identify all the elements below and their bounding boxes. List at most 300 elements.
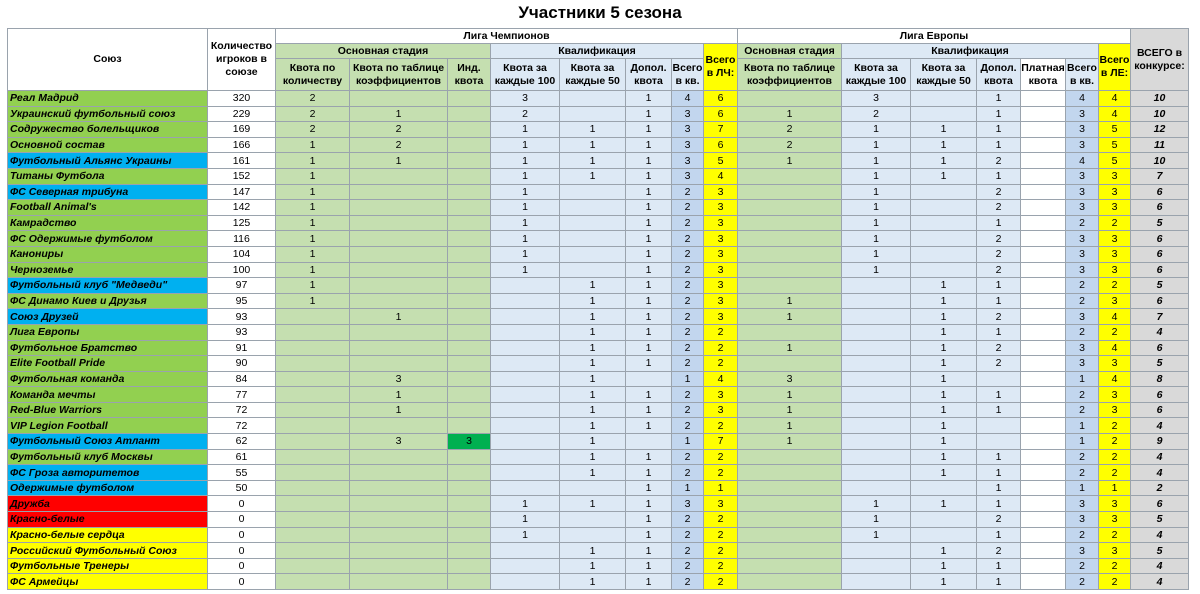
cl-ind-quota-cell	[448, 324, 491, 340]
table-row	[8, 371, 1189, 387]
cl-extra-quota-cell: 1	[626, 512, 672, 528]
cl-extra-quota-cell: 1	[626, 262, 672, 278]
el-quota-by-table-cell: 3	[738, 371, 842, 387]
cl-quota-by-count-cell	[276, 340, 350, 356]
el-total-q-cell: 1	[1066, 371, 1099, 387]
cl-quota-by-table-cell: 1	[350, 387, 448, 403]
el-quota-by-table-cell	[738, 356, 842, 372]
table-row	[8, 246, 1189, 262]
grand-total-cell: 8	[1131, 371, 1189, 387]
cl-ind-quota-cell	[448, 527, 491, 543]
header-total-el: Всего в ЛЕ:	[1099, 44, 1131, 91]
el-total-q-cell: 2	[1066, 278, 1099, 294]
el-extra-quota-cell: 1	[977, 168, 1021, 184]
el-paid-quota-cell	[1021, 91, 1066, 107]
el-quota-per-50-cell: 1	[911, 309, 977, 325]
cl-quota-by-table-cell	[350, 215, 448, 231]
cl-total-cell: 2	[704, 465, 738, 481]
el-extra-quota-cell: 1	[977, 465, 1021, 481]
cl-quota-by-count-cell: 1	[276, 137, 350, 153]
cl-quota-by-count-cell: 1	[276, 184, 350, 200]
cl-quota-by-table-cell	[350, 324, 448, 340]
el-total-cell: 4	[1099, 340, 1131, 356]
table-row	[8, 293, 1189, 309]
header-cl-quota-by-table: Квота по таблице коэффициентов	[350, 59, 448, 91]
cl-quota-by-count-cell	[276, 496, 350, 512]
cl-quota-by-count-cell: 2	[276, 122, 350, 138]
el-quota-per-100-cell	[842, 402, 911, 418]
el-paid-quota-cell	[1021, 418, 1066, 434]
grand-total-cell: 6	[1131, 293, 1189, 309]
el-total-q-cell: 2	[1066, 574, 1099, 590]
players-count: 0	[208, 496, 276, 512]
union-name: Украинский футбольный союз	[8, 106, 208, 122]
players-count: 77	[208, 387, 276, 403]
el-paid-quota-cell	[1021, 137, 1066, 153]
el-quota-per-50-cell: 1	[911, 496, 977, 512]
cl-quota-per-100-cell	[491, 434, 560, 450]
table-row	[8, 434, 1189, 450]
el-paid-quota-cell	[1021, 122, 1066, 138]
el-total-cell: 3	[1099, 246, 1131, 262]
cl-quota-per-100-cell	[491, 387, 560, 403]
cl-total-q-cell: 3	[672, 137, 704, 153]
cl-quota-per-50-cell: 1	[560, 122, 626, 138]
cl-quota-by-count-cell	[276, 418, 350, 434]
cl-extra-quota-cell: 1	[626, 106, 672, 122]
cl-ind-quota-cell	[448, 574, 491, 590]
el-extra-quota-cell: 2	[977, 153, 1021, 169]
cl-quota-per-50-cell: 1	[560, 356, 626, 372]
grand-total-cell: 6	[1131, 262, 1189, 278]
cl-quota-per-100-cell	[491, 480, 560, 496]
players-count: 0	[208, 512, 276, 528]
cl-total-q-cell: 2	[672, 309, 704, 325]
cl-quota-per-50-cell: 1	[560, 558, 626, 574]
el-quota-by-table-cell: 1	[738, 293, 842, 309]
el-quota-by-table-cell	[738, 231, 842, 247]
cl-ind-quota-cell	[448, 418, 491, 434]
table-row	[8, 231, 1189, 247]
table-row	[8, 278, 1189, 294]
el-quota-per-100-cell: 1	[842, 527, 911, 543]
cl-quota-per-100-cell	[491, 356, 560, 372]
table-row	[8, 200, 1189, 216]
el-quota-per-100-cell: 1	[842, 496, 911, 512]
header-total-cl: Всего в ЛЧ:	[704, 44, 738, 91]
el-quota-by-table-cell	[738, 465, 842, 481]
players-count: 0	[208, 574, 276, 590]
el-quota-per-100-cell: 3	[842, 91, 911, 107]
el-quota-by-table-cell: 2	[738, 137, 842, 153]
cl-total-q-cell: 2	[672, 200, 704, 216]
cl-total-q-cell: 2	[672, 231, 704, 247]
el-quota-by-table-cell: 1	[738, 106, 842, 122]
grand-total-cell: 10	[1131, 91, 1189, 107]
players-count: 95	[208, 293, 276, 309]
cl-total-cell: 3	[704, 387, 738, 403]
cl-total-cell: 4	[704, 371, 738, 387]
el-quota-per-50-cell: 1	[911, 324, 977, 340]
cl-quota-by-count-cell: 1	[276, 262, 350, 278]
cl-quota-by-table-cell	[350, 527, 448, 543]
cl-quota-by-table-cell	[350, 91, 448, 107]
cl-extra-quota-cell: 1	[626, 543, 672, 559]
cl-quota-per-50-cell: 1	[560, 340, 626, 356]
el-quota-per-50-cell: 1	[911, 153, 977, 169]
el-total-q-cell: 2	[1066, 527, 1099, 543]
cl-quota-per-100-cell: 1	[491, 184, 560, 200]
header-cl-quota-by-count: Квота по количеству	[276, 59, 350, 91]
cl-quota-per-50-cell	[560, 200, 626, 216]
el-extra-quota-cell: 1	[977, 449, 1021, 465]
el-quota-per-100-cell	[842, 543, 911, 559]
el-quota-per-100-cell	[842, 324, 911, 340]
el-extra-quota-cell: 1	[977, 278, 1021, 294]
el-total-q-cell: 3	[1066, 543, 1099, 559]
el-quota-per-50-cell: 1	[911, 465, 977, 481]
el-quota-per-50-cell: 1	[911, 122, 977, 138]
el-total-cell: 3	[1099, 402, 1131, 418]
el-paid-quota-cell	[1021, 434, 1066, 450]
table-header	[8, 29, 1189, 91]
cl-quota-by-table-cell: 1	[350, 153, 448, 169]
cl-ind-quota-cell	[448, 184, 491, 200]
cl-ind-quota-cell	[448, 137, 491, 153]
players-count: 100	[208, 262, 276, 278]
cl-quota-per-100-cell: 1	[491, 168, 560, 184]
cl-total-cell: 3	[704, 402, 738, 418]
cl-quota-per-50-cell: 1	[560, 434, 626, 450]
el-paid-quota-cell	[1021, 246, 1066, 262]
cl-extra-quota-cell: 1	[626, 449, 672, 465]
cl-quota-per-50-cell: 1	[560, 496, 626, 512]
el-total-cell: 3	[1099, 543, 1131, 559]
cl-quota-per-100-cell: 1	[491, 246, 560, 262]
cl-quota-per-100-cell	[491, 543, 560, 559]
players-count: 229	[208, 106, 276, 122]
cl-total-q-cell: 2	[672, 293, 704, 309]
cl-extra-quota-cell: 1	[626, 137, 672, 153]
cl-quota-by-count-cell	[276, 371, 350, 387]
union-name: ФС Армейцы	[8, 574, 208, 590]
cl-ind-quota-cell: 3	[448, 434, 491, 450]
header-players: Количество игроков в союзе	[208, 29, 276, 91]
el-quota-by-table-cell: 1	[738, 340, 842, 356]
union-name: Содружество болельщиков	[8, 122, 208, 138]
cl-quota-per-100-cell: 1	[491, 122, 560, 138]
cl-quota-by-table-cell	[350, 496, 448, 512]
players-count: 0	[208, 543, 276, 559]
cl-quota-per-100-cell: 1	[491, 200, 560, 216]
cl-quota-per-100-cell: 1	[491, 262, 560, 278]
cl-total-cell: 5	[704, 153, 738, 169]
el-total-q-cell: 3	[1066, 200, 1099, 216]
cl-extra-quota-cell	[626, 371, 672, 387]
el-quota-by-table-cell: 1	[738, 387, 842, 403]
cl-ind-quota-cell	[448, 153, 491, 169]
el-quota-per-100-cell: 1	[842, 153, 911, 169]
el-quota-per-100-cell	[842, 574, 911, 590]
el-paid-quota-cell	[1021, 543, 1066, 559]
cl-total-q-cell: 2	[672, 340, 704, 356]
cl-quota-per-50-cell: 1	[560, 402, 626, 418]
cl-ind-quota-cell	[448, 278, 491, 294]
el-quota-per-100-cell: 1	[842, 215, 911, 231]
el-quota-by-table-cell: 1	[738, 402, 842, 418]
cl-extra-quota-cell: 1	[626, 574, 672, 590]
cl-extra-quota-cell: 1	[626, 387, 672, 403]
el-paid-quota-cell	[1021, 527, 1066, 543]
union-name: Футбольный Союз Атлант	[8, 434, 208, 450]
table-row	[8, 106, 1189, 122]
union-name: Титаны Футбола	[8, 168, 208, 184]
table-body	[8, 91, 1189, 590]
el-paid-quota-cell	[1021, 262, 1066, 278]
el-total-cell: 2	[1099, 558, 1131, 574]
union-name: Одержимые футболом	[8, 480, 208, 496]
grand-total-cell: 4	[1131, 527, 1189, 543]
cl-quota-by-table-cell	[350, 168, 448, 184]
grand-total-cell: 6	[1131, 496, 1189, 512]
players-count: 116	[208, 231, 276, 247]
union-name: Российский Футбольный Союз	[8, 543, 208, 559]
cl-quota-by-table-cell: 1	[350, 106, 448, 122]
el-total-cell: 2	[1099, 465, 1131, 481]
el-total-cell: 3	[1099, 231, 1131, 247]
cl-total-cell: 3	[704, 262, 738, 278]
cl-quota-per-50-cell	[560, 91, 626, 107]
header-cl-extra-quota: Допол. квота	[626, 59, 672, 91]
cl-quota-by-table-cell	[350, 278, 448, 294]
cl-quota-by-table-cell: 2	[350, 122, 448, 138]
union-name: Футбольный Альянс Украины	[8, 153, 208, 169]
el-quota-by-table-cell: 1	[738, 153, 842, 169]
union-name: Лига Европы	[8, 324, 208, 340]
union-name: ФС Динамо Киев и Друзья	[8, 293, 208, 309]
el-extra-quota-cell: 1	[977, 137, 1021, 153]
cl-total-cell: 3	[704, 184, 738, 200]
el-quota-per-50-cell: 1	[911, 449, 977, 465]
cl-ind-quota-cell	[448, 106, 491, 122]
cl-extra-quota-cell: 1	[626, 309, 672, 325]
cl-extra-quota-cell: 1	[626, 465, 672, 481]
el-quota-by-table-cell	[738, 480, 842, 496]
cl-total-cell: 3	[704, 200, 738, 216]
cl-quota-per-50-cell	[560, 262, 626, 278]
cl-quota-per-50-cell	[560, 480, 626, 496]
grand-total-cell: 4	[1131, 465, 1189, 481]
el-paid-quota-cell	[1021, 558, 1066, 574]
header-union: Союз	[8, 29, 208, 91]
cl-extra-quota-cell: 1	[626, 278, 672, 294]
el-quota-by-table-cell	[738, 215, 842, 231]
cl-quota-per-100-cell	[491, 465, 560, 481]
el-quota-per-100-cell	[842, 293, 911, 309]
el-quota-per-100-cell	[842, 434, 911, 450]
cl-total-cell: 4	[704, 168, 738, 184]
table-row	[8, 449, 1189, 465]
cl-total-cell: 2	[704, 340, 738, 356]
el-extra-quota-cell: 1	[977, 91, 1021, 107]
grand-total-cell: 5	[1131, 543, 1189, 559]
cl-quota-by-table-cell: 1	[350, 402, 448, 418]
el-total-q-cell: 1	[1066, 418, 1099, 434]
el-total-cell: 2	[1099, 434, 1131, 450]
el-quota-per-50-cell	[911, 262, 977, 278]
table-row	[8, 465, 1189, 481]
union-name: Футбольный клуб Москвы	[8, 449, 208, 465]
cl-quota-by-table-cell	[350, 512, 448, 528]
el-extra-quota-cell: 2	[977, 200, 1021, 216]
table-row	[8, 122, 1189, 138]
el-extra-quota-cell: 1	[977, 106, 1021, 122]
table-row	[8, 356, 1189, 372]
grand-total-cell: 7	[1131, 168, 1189, 184]
el-total-q-cell: 2	[1066, 324, 1099, 340]
cl-quota-by-count-cell	[276, 465, 350, 481]
el-extra-quota-cell	[977, 418, 1021, 434]
cl-quota-by-count-cell	[276, 309, 350, 325]
grand-total-cell: 6	[1131, 184, 1189, 200]
el-total-q-cell: 2	[1066, 449, 1099, 465]
el-total-q-cell: 3	[1066, 106, 1099, 122]
cl-total-q-cell: 1	[672, 480, 704, 496]
cl-quota-by-count-cell	[276, 527, 350, 543]
el-quota-per-100-cell: 1	[842, 512, 911, 528]
header-europa-league: Лига Европы	[738, 29, 1131, 44]
union-name: Футбольное Братство	[8, 340, 208, 356]
el-quota-by-table-cell	[738, 512, 842, 528]
cl-total-cell: 2	[704, 449, 738, 465]
cl-total-q-cell: 1	[672, 371, 704, 387]
el-total-q-cell: 3	[1066, 340, 1099, 356]
el-quota-by-table-cell	[738, 449, 842, 465]
el-quota-per-50-cell: 1	[911, 293, 977, 309]
union-name: Основной состав	[8, 137, 208, 153]
grand-total-cell: 7	[1131, 309, 1189, 325]
cl-quota-per-50-cell: 1	[560, 324, 626, 340]
cl-total-q-cell: 3	[672, 168, 704, 184]
el-total-cell: 3	[1099, 496, 1131, 512]
cl-quota-per-100-cell	[491, 558, 560, 574]
el-quota-per-50-cell	[911, 91, 977, 107]
cl-quota-by-table-cell	[350, 356, 448, 372]
cl-quota-by-count-cell: 1	[276, 278, 350, 294]
players-count: 0	[208, 558, 276, 574]
cl-total-q-cell: 2	[672, 558, 704, 574]
cl-quota-per-50-cell	[560, 512, 626, 528]
el-total-cell: 2	[1099, 324, 1131, 340]
cl-quota-per-100-cell	[491, 449, 560, 465]
cl-extra-quota-cell: 1	[626, 480, 672, 496]
el-extra-quota-cell: 1	[977, 387, 1021, 403]
el-total-q-cell: 3	[1066, 246, 1099, 262]
cl-quota-per-100-cell: 1	[491, 496, 560, 512]
cl-extra-quota-cell: 1	[626, 122, 672, 138]
cl-quota-by-table-cell: 3	[350, 371, 448, 387]
cl-total-cell: 6	[704, 91, 738, 107]
el-paid-quota-cell	[1021, 449, 1066, 465]
cl-quota-per-50-cell: 1	[560, 153, 626, 169]
el-quota-per-100-cell	[842, 371, 911, 387]
el-total-q-cell: 3	[1066, 184, 1099, 200]
el-extra-quota-cell: 1	[977, 527, 1021, 543]
el-total-q-cell: 3	[1066, 496, 1099, 512]
el-quota-per-100-cell: 1	[842, 184, 911, 200]
el-quota-per-100-cell	[842, 558, 911, 574]
el-quota-by-table-cell	[738, 324, 842, 340]
header-cl-main-stage: Основная стадия	[276, 44, 491, 59]
cl-quota-per-100-cell	[491, 324, 560, 340]
union-name: Красно-белые сердца	[8, 527, 208, 543]
el-paid-quota-cell	[1021, 293, 1066, 309]
el-quota-by-table-cell: 1	[738, 434, 842, 450]
el-quota-per-100-cell	[842, 356, 911, 372]
cl-total-q-cell: 2	[672, 262, 704, 278]
cl-extra-quota-cell: 1	[626, 340, 672, 356]
cl-quota-per-50-cell: 1	[560, 137, 626, 153]
cl-quota-per-50-cell: 1	[560, 278, 626, 294]
table-row	[8, 184, 1189, 200]
cl-ind-quota-cell	[448, 168, 491, 184]
cl-extra-quota-cell: 1	[626, 184, 672, 200]
el-quota-per-100-cell	[842, 340, 911, 356]
el-total-cell: 5	[1099, 137, 1131, 153]
cl-quota-per-100-cell	[491, 418, 560, 434]
el-quota-per-100-cell: 1	[842, 137, 911, 153]
cl-quota-by-table-cell	[350, 465, 448, 481]
header-cl-qualification: Квалификация	[491, 44, 704, 59]
cl-total-q-cell: 3	[672, 153, 704, 169]
cl-quota-by-count-cell	[276, 480, 350, 496]
players-count: 166	[208, 137, 276, 153]
el-total-q-cell: 1	[1066, 480, 1099, 496]
cl-quota-per-50-cell	[560, 527, 626, 543]
el-quota-per-50-cell: 1	[911, 168, 977, 184]
el-paid-quota-cell	[1021, 231, 1066, 247]
cl-total-cell: 3	[704, 246, 738, 262]
cl-quota-by-count-cell: 2	[276, 106, 350, 122]
cl-ind-quota-cell	[448, 122, 491, 138]
players-count: 0	[208, 527, 276, 543]
el-extra-quota-cell: 2	[977, 340, 1021, 356]
union-name: Elite Football Pride	[8, 356, 208, 372]
union-name: Союз Друзей	[8, 309, 208, 325]
el-extra-quota-cell: 2	[977, 184, 1021, 200]
cl-total-q-cell: 2	[672, 574, 704, 590]
cl-total-q-cell: 2	[672, 356, 704, 372]
players-count: 147	[208, 184, 276, 200]
el-paid-quota-cell	[1021, 168, 1066, 184]
players-count: 125	[208, 215, 276, 231]
el-quota-per-100-cell	[842, 309, 911, 325]
union-name: Канониры	[8, 246, 208, 262]
el-paid-quota-cell	[1021, 387, 1066, 403]
players-count: 55	[208, 465, 276, 481]
cl-quota-per-100-cell: 3	[491, 91, 560, 107]
cl-extra-quota-cell: 1	[626, 231, 672, 247]
cl-extra-quota-cell: 1	[626, 496, 672, 512]
cl-total-q-cell: 2	[672, 402, 704, 418]
el-quota-by-table-cell	[738, 558, 842, 574]
cl-ind-quota-cell	[448, 543, 491, 559]
el-quota-by-table-cell	[738, 278, 842, 294]
cl-total-q-cell: 2	[672, 184, 704, 200]
el-extra-quota-cell: 1	[977, 215, 1021, 231]
cl-total-cell: 3	[704, 293, 738, 309]
cl-extra-quota-cell: 1	[626, 153, 672, 169]
